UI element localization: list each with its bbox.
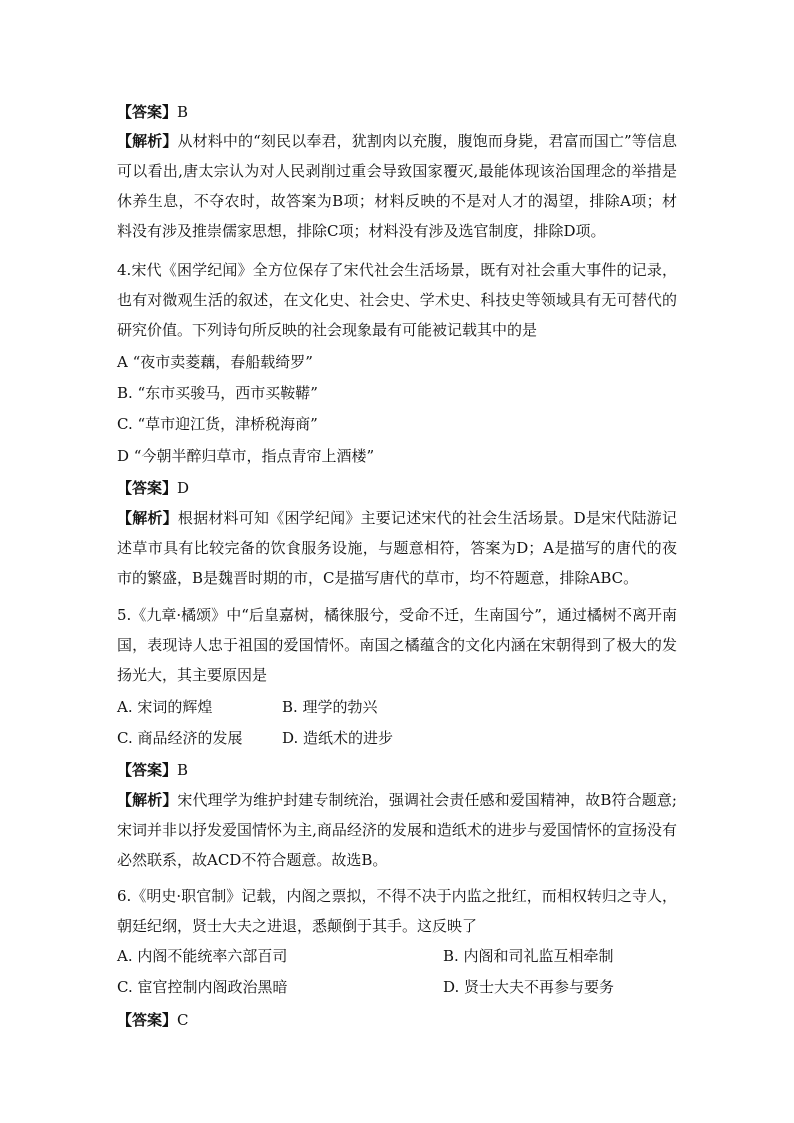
question-5-option-a: A. 宋词的辉煌 xyxy=(117,698,213,716)
analysis-paragraph: 【解析】宋代理学为维护封建专制统治，强调社会责任感和爱国精神，故B符合题意;宋词并非以抒发爱国情怀为主,商品经济的发展和造纸术的进步与爱国情怀的宣扬没有必然联系，故ACD不符合题意。故选B。 xyxy=(117,791,677,869)
analysis-paragraph: 【解析】根据材料可知《困学纪闻》主要记述宋代的社会生活场景。D是宋代陆游记述草市具有比较完备的饮食服务设施，与题意相符，答案为D；A是描写的唐代的夜市的繁盛，B是魏晋时期的市，C是描写唐代的草市，均不符题意，排除ABC。 xyxy=(117,509,677,587)
question-4-option-a: A “夜市卖菱藕，春船载绮罗” xyxy=(117,353,313,371)
question-6-option-c: C. 宦官控制内阁政治黑暗 xyxy=(117,978,288,996)
question-5-stem: 5.《九章·橘颂》中“后皇嘉树，橘徕服兮，受命不迁，生南国兮”，通过橘树不离开南国，表现诗人忠于祖国的爱国情怀。南国之橘蕴含的文化内涵在宋朝得到了极大的发扬光大，其主要原因是 xyxy=(117,606,677,684)
answer-line: 【答案】B xyxy=(117,761,189,779)
question-6-stem: 6.《明史·职官制》记载，内阁之票拟，不得不决于内监之批红，而相权转归之寺人，朝廷纪纲，贤士大夫之进退，悉颠倒于其手。这反映了 xyxy=(117,887,677,935)
question-4-stem: 4.宋代《困学纪闻》全方位保存了宋代社会生活场景，既有对社会重大事件的记录，也有对微观生活的叙述，在文化史、社会史、学术史、科技史等领域具有无可替代的研究价值。下列诗句所反映的社会现象最有可能被记载其中的是 xyxy=(117,261,677,339)
question-5-option-d: D. 造纸术的进步 xyxy=(282,729,394,747)
question-5-option-c: C. 商品经济的发展 xyxy=(117,729,243,747)
question-4-option-b: B. “东市买骏马，西市买鞍鞯” xyxy=(117,384,318,402)
question-6-option-d: D. 贤士大夫不再参与要务 xyxy=(443,978,615,996)
question-4-option-d: D “今朝半醉归草市，指点青帘上酒楼” xyxy=(117,447,375,465)
analysis-paragraph: 【解析】从材料中的“刻民以奉君，犹割肉以充腹，腹饱而身毙，君富而国亡”等信息可以看出,唐太宗认为对人民剥削过重会导致国家覆灭,最能体现该治国理念的举措是休养生息，不夺农时，故答案为B项；材料反映的不是对人才的渴望，排除A项；材料没有涉及推崇儒家思想，排除C项；材料没有涉及选官制度，排除D项。 xyxy=(117,132,677,240)
answer-line: 【答案】B xyxy=(117,103,189,121)
answer-line: 【答案】C xyxy=(117,1011,189,1029)
answer-line: 【答案】D xyxy=(117,479,190,497)
question-6-option-b: B. 内阁和司礼监互相牵制 xyxy=(443,947,614,965)
question-5-option-b: B. 理学的勃兴 xyxy=(282,698,378,716)
question-6-option-a: A. 内阁不能统率六部百司 xyxy=(117,947,288,965)
question-4-option-c: C. “草市迎江货，津桥税海商” xyxy=(117,415,318,433)
